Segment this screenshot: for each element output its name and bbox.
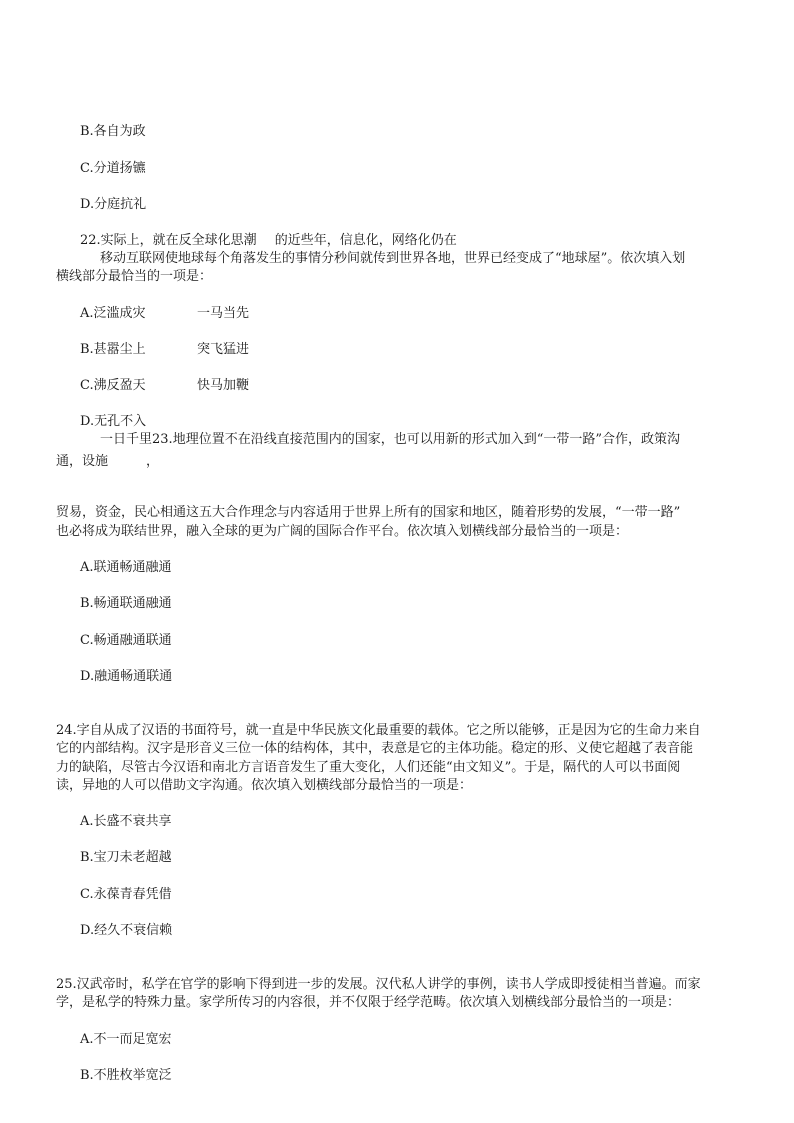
q24-stem-line1: 24.字自从成了汉语的书面符号，就一直是中华民族文化最重要的载体。它之所以能够，正是因为它的生命力来自 xyxy=(56,723,701,738)
q22-option-b-word2: 突飞猛进 xyxy=(197,342,250,357)
q23-stem-part1: 23.地理位置不在沿线直接范围内的国家，也可以用新的形式加入到“一带一路”合作，政策沟 xyxy=(152,432,680,447)
q23-option-d: D.融通畅通联通 xyxy=(80,669,173,684)
q23-option-a: A.联通畅通融通 xyxy=(80,560,172,575)
q24-option-d: D.经久不衰信赖 xyxy=(80,923,173,938)
q25-option-b: B.不胜枚举宽泛 xyxy=(80,1068,172,1083)
q24-stem-line3: 力的缺陷，尽管古今汉语和南北方言语音发生了重大变化，人们还能“由文知义”。于是，隔代的人可以书面阅 xyxy=(56,760,681,775)
q23-stem-line2-comma: ， xyxy=(146,454,160,469)
q21-option-d: D.分庭抗礼 xyxy=(80,197,147,212)
q25-stem-line1: 25.汉武帝时，私学在官学的影响下得到进一步的发展。汉代私人讲学的事例，读书人学成即授徒相当普遍。而家 xyxy=(56,977,701,992)
q24-stem-line2: 它的内部结构。汉字是形音义三位一体的结构体，其中，表意是它的主体功能。稳定的形、义使它超越了表音能 xyxy=(56,741,694,756)
q22-option-c-word1: C.沸反盈天 xyxy=(80,378,146,393)
q21-option-b: B.各自为政 xyxy=(80,124,146,139)
q23-stem-line2 xyxy=(56,453,159,471)
q25-option-a: A.不一而足宽宏 xyxy=(80,1032,172,1047)
q22-option-d: D.无孔不入 xyxy=(80,414,147,429)
q25-stem-line2: 学，是私学的特殊力量。家学所传习的内容很，并不仅限于经学范畴。依次填入划横线部分最恰当的一项是： xyxy=(56,995,681,1010)
q22-option-a-word2: 一马当先 xyxy=(197,306,250,321)
q22-option-b xyxy=(80,341,249,359)
q23-option-b: B.畅通联通融通 xyxy=(80,596,172,611)
q23-stem-line1 xyxy=(100,431,680,449)
q23-option-c: C.畅通融通联通 xyxy=(80,633,172,648)
q24-option-c: C.永葆青春凭借 xyxy=(80,887,172,902)
q24-option-b: B.宝刀未老超越 xyxy=(80,850,172,865)
q22-option-b-word1: B.甚嚣尘上 xyxy=(80,342,146,357)
q22-option-c xyxy=(80,377,249,395)
q22-stem-line2: 移动互联网使地球每个角落发生的事情分秒间就传到世界各地，世界已经变成了“地球屋”。依次填入划 xyxy=(100,251,686,266)
q21-option-c: C.分道扬镳 xyxy=(80,161,146,176)
q22-option-d-word2: 一日千里 xyxy=(100,432,153,447)
q24-option-a: A.长盛不衰共享 xyxy=(80,814,172,829)
q22-option-a xyxy=(80,305,249,323)
q22-option-a-word1: A.泛滥成灾 xyxy=(80,306,146,321)
q22-stem-line3: 横线部分最恰当的一项是： xyxy=(56,269,213,284)
q23-stem-line2-text: 通，设施 xyxy=(56,454,109,469)
q22-stem-line1 xyxy=(80,232,457,250)
q22-stem-part2: 的近些年，信息化，网络化仍在 xyxy=(274,233,457,248)
q23-stem-line3: 贸易，资金，民心相通这五大合作理念与内容适用于世界上所有的国家和地区，随着形势的发展，“一带一路” xyxy=(56,505,681,520)
q22-option-c-word2: 快马加鞭 xyxy=(197,378,250,393)
q22-stem-part1: 22.实际上，就在反全球化思潮 xyxy=(80,233,257,248)
q24-stem-line4: 读，异地的人可以借助文字沟通。依次填入划横线部分最恰当的一项是： xyxy=(56,778,473,793)
q23-stem-line4: 也必将成为联结世界，融入全球的更为广阔的国际合作平台。依次填入划横线部分最恰当的一项是： xyxy=(56,524,629,539)
